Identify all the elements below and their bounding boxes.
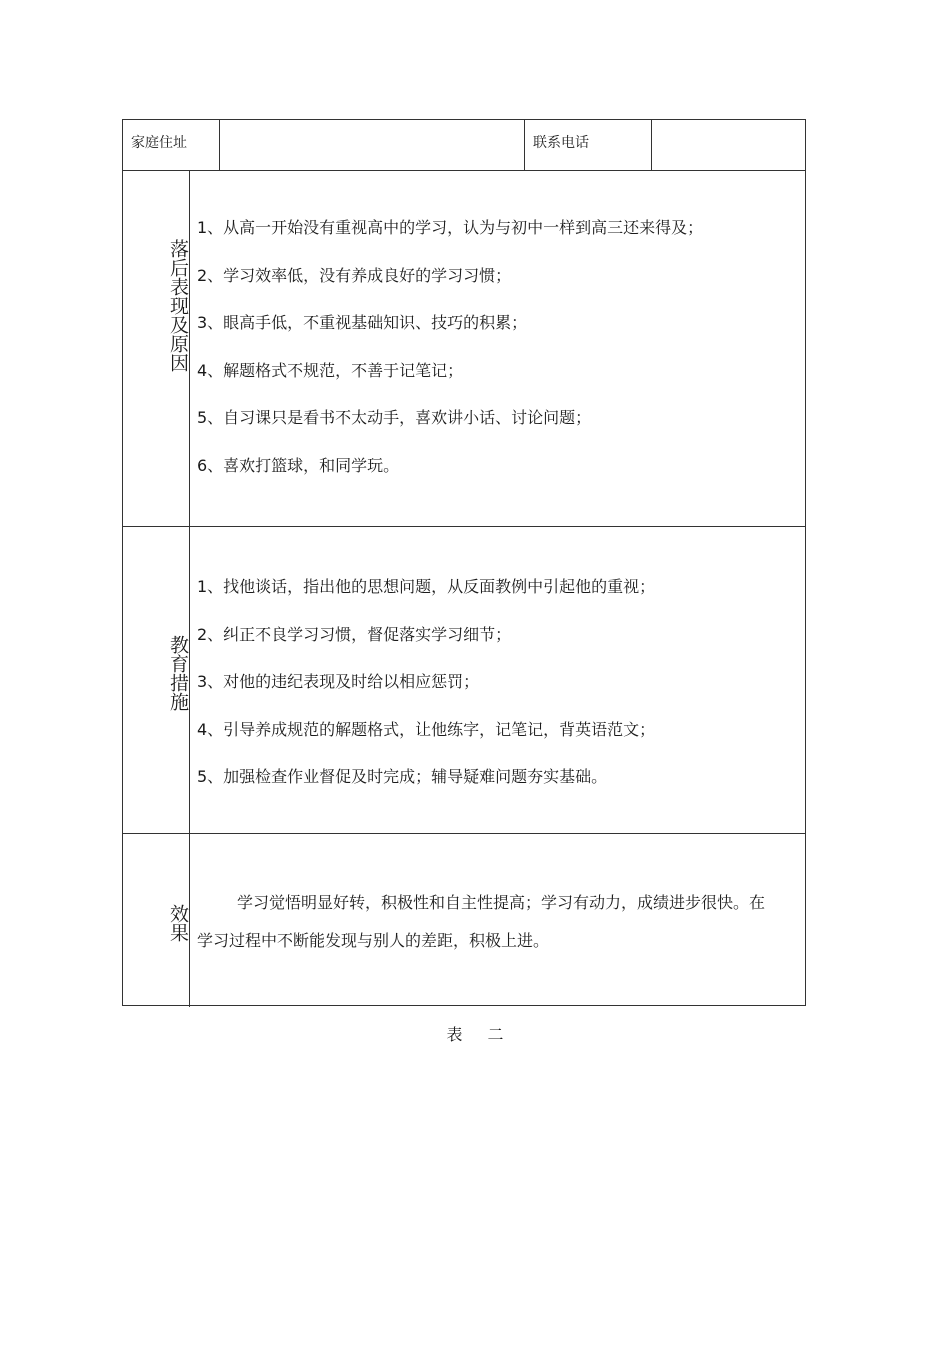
header-divider-3 xyxy=(651,120,652,171)
row-divider-header xyxy=(123,170,805,171)
list-item: 1、找他谈话，指出他的思想问题，从反面教例中引起他的重视； xyxy=(197,577,656,596)
behind-list xyxy=(197,204,703,489)
list-item: 3、对他的违纪表现及时给以相应惩罚； xyxy=(197,672,480,691)
list-item: 1、从高一开始没有重视高中的学习，认为与初中一样到高三还来得及； xyxy=(197,218,704,237)
list-item: 4、引导养成规范的解题格式，让他练字，记笔记，背英语范文； xyxy=(197,719,656,739)
list-item: 2、纠正不良学习习惯，督促落实学习细节； xyxy=(197,624,512,644)
list-item: 3、眼高手低，不重视基础知识、技巧的积累； xyxy=(197,313,528,332)
section-title-behind: 落后表现及原因 xyxy=(167,238,189,372)
list-item: 6、喜欢打篮球，和同学玩。 xyxy=(197,455,400,475)
header-divider-2 xyxy=(524,120,525,171)
section-title-effect-text: 效果 xyxy=(167,904,189,942)
student-record-table xyxy=(122,119,806,1006)
effect-text: 学习觉悟明显好转，积极性和自主性提高；学习有动力，成绩进步很快。在学习过程中不断能发现与别人的差距，积极上进。 xyxy=(197,893,766,950)
list-item: 5、加强检查作业督促及时完成；辅导疑难问题夯实基础。 xyxy=(197,767,608,786)
address-label: 家庭住址 xyxy=(131,135,187,151)
section-title-measures: 教育措施 xyxy=(167,635,189,711)
list-item: 4、解题格式不规范，不善于记笔记； xyxy=(197,360,464,380)
measures-list xyxy=(197,563,655,801)
table-caption: 表 二 xyxy=(446,1025,514,1044)
list-item: 5、自习课只是看书不太动手，喜欢讲小话、讨论问题； xyxy=(197,408,592,427)
header-divider-1 xyxy=(219,120,220,171)
effect-cell xyxy=(123,833,805,1007)
row-divider-1 xyxy=(123,526,805,527)
list-item: 2、学习效率低，没有养成良好的学习习惯； xyxy=(197,265,512,285)
phone-label: 联系电话 xyxy=(533,135,589,151)
